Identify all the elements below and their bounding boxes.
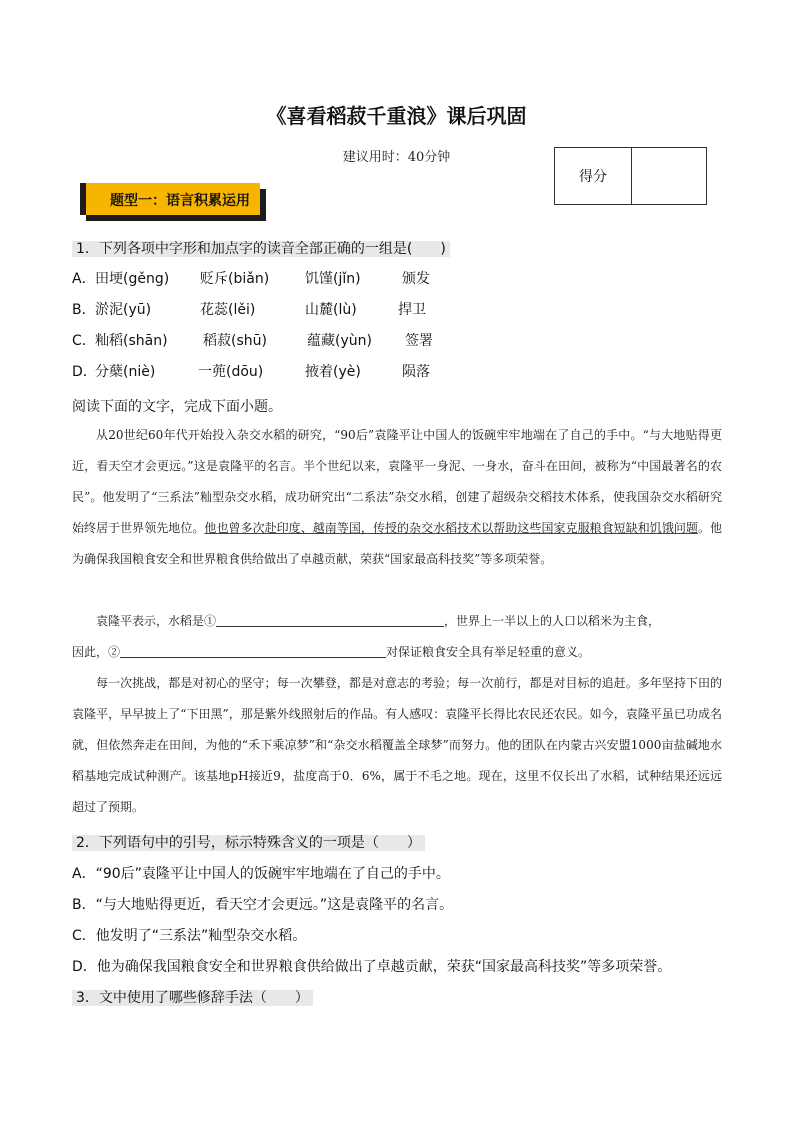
passage-paragraph-2: 袁隆平表示，水稻是① ，世界上一半以上的人口以稻米为主食， 因此，② 对保证粮食安全具有举足轻重的意义。 [72,614,661,659]
q2-option-a: A．“90后”袁隆平让中国人的饭碗牢牢地端在了自己的手中。 [72,866,450,882]
q1-option-d-letter: D． [72,364,97,380]
score-label: 得分 [555,148,632,204]
score-value-cell[interactable] [632,148,706,204]
q2-option-b: B．“与大地贴得更近，看天空才会更远。”这是袁隆平的名言。 [72,897,454,913]
q1-option-d-item: 一蔸(dōu) [198,364,264,380]
q1-option-b-item: 山麓(lù) [305,302,357,318]
q2-option-c: C．他发明了“三系法”籼型杂交水稻。 [72,928,307,944]
reading-instruction: 阅读下面的文字，完成下面小题。 [72,399,282,415]
blank-2[interactable] [120,643,386,658]
underlined-sentence: 他也曾多次赴印度、越南等国，传授的杂交水稻技术以帮助这些国家克服粮食短缺和饥饿问题 [204,521,698,535]
q1-option-c-item: 籼稻(shān) [95,333,168,349]
section-label: 题型一：语言积累运用 [110,193,250,209]
q1-option-d-item: 分蘖(niè) [95,364,156,380]
q1-option-b-item: 淤泥(yū) [95,302,152,318]
q1-option-a-letter: A． [72,271,96,287]
suggested-time: 建议用时：40分钟 [342,150,451,165]
q1-option-a-item: 颁发 [402,271,430,287]
q1-option-a-item: 贬斥(biǎn) [200,271,270,287]
question-3-stem: 3．文中使用了哪些修辞手法（ ） [72,987,313,1007]
score-box [554,147,707,205]
question-2-stem: 2．下列语句中的引号，标示特殊含义的一项是（ ） [72,832,425,852]
passage-paragraph-1: 从20世纪60年代开始投入杂交水稻的研究，“90后”袁隆平让中国人的饭碗牢牢地端在了自己的手中。“与大地贴得更近，看天空才会更远。”这是袁隆平的名言。半个世纪以来，袁隆平一身泥、一身水，奋斗在田间，被称为“中国最著名的农民”。他发明了“三系法”籼型杂交水稻，成功研究出“二系法”杂交水稻，创建了超级杂交稻技术体系，使我国杂交水稻研究始终居于世界领先地位。他也曾多次赴印度、越南等国，传授的杂交水稻技术以帮助这些国家克服粮食短缺和饥饿问题。他为确保我国粮食安全和世界粮食供给做出了卓越贡献，荣获“国家最高科技奖”等多项荣誉。 [72,428,722,566]
page-title: 《喜看稻菽千重浪》课后巩固 [266,104,527,128]
question-1-stem: 1．下列各项中字形和加点字的读音全部正确的一组是( ) [72,238,450,258]
q2-option-d: D．他为确保我国粮食安全和世界粮食供给做出了卓越贡献，荣获“国家最高科技奖”等多项荣誉。 [72,959,672,975]
q1-option-c-item: 稻菽(shū) [203,333,267,349]
passage-paragraph-3: 每一次挑战，都是对初心的坚守；每一次攀登，都是对意志的考验；每一次前行，都是对目标的追赶。多年坚持下田的袁隆平，早早披上了“下田黑”，那是紫外线照射后的作品。有人感叹：袁隆平长得比农民还农民。如今，袁隆平虽已功成名就，但依然奔走在田间，为他的“禾下乘凉梦”和“杂交水稻覆盖全球梦”而努力。他的团队在内蒙古兴安盟1000亩盐碱地水稻基地完成试种测产。该基地pH接近9，盐度高于0．6%，属于不毛之地。现在，这里不仅长出了水稻，试种结果还远远超过了预期。 [72,676,722,814]
q1-option-d-item: 掖着(yè) [305,364,361,380]
blank-1[interactable] [216,612,444,627]
q1-option-b-item: 捍卫 [398,302,426,318]
q1-option-c-item: 蕴藏(yùn) [307,333,372,349]
q1-option-b-item: 花蕊(lěi) [200,302,256,318]
q1-option-c-letter: C． [72,333,96,349]
q1-option-d-item: 陨落 [402,364,430,380]
q1-option-a-item: 饥馑(jǐn) [305,271,361,287]
q1-option-a-item: 田埂(gěng) [95,271,170,287]
q1-option-c-item: 签署 [405,333,433,349]
section-badge [80,183,270,225]
q1-option-b-letter: B． [72,302,96,318]
